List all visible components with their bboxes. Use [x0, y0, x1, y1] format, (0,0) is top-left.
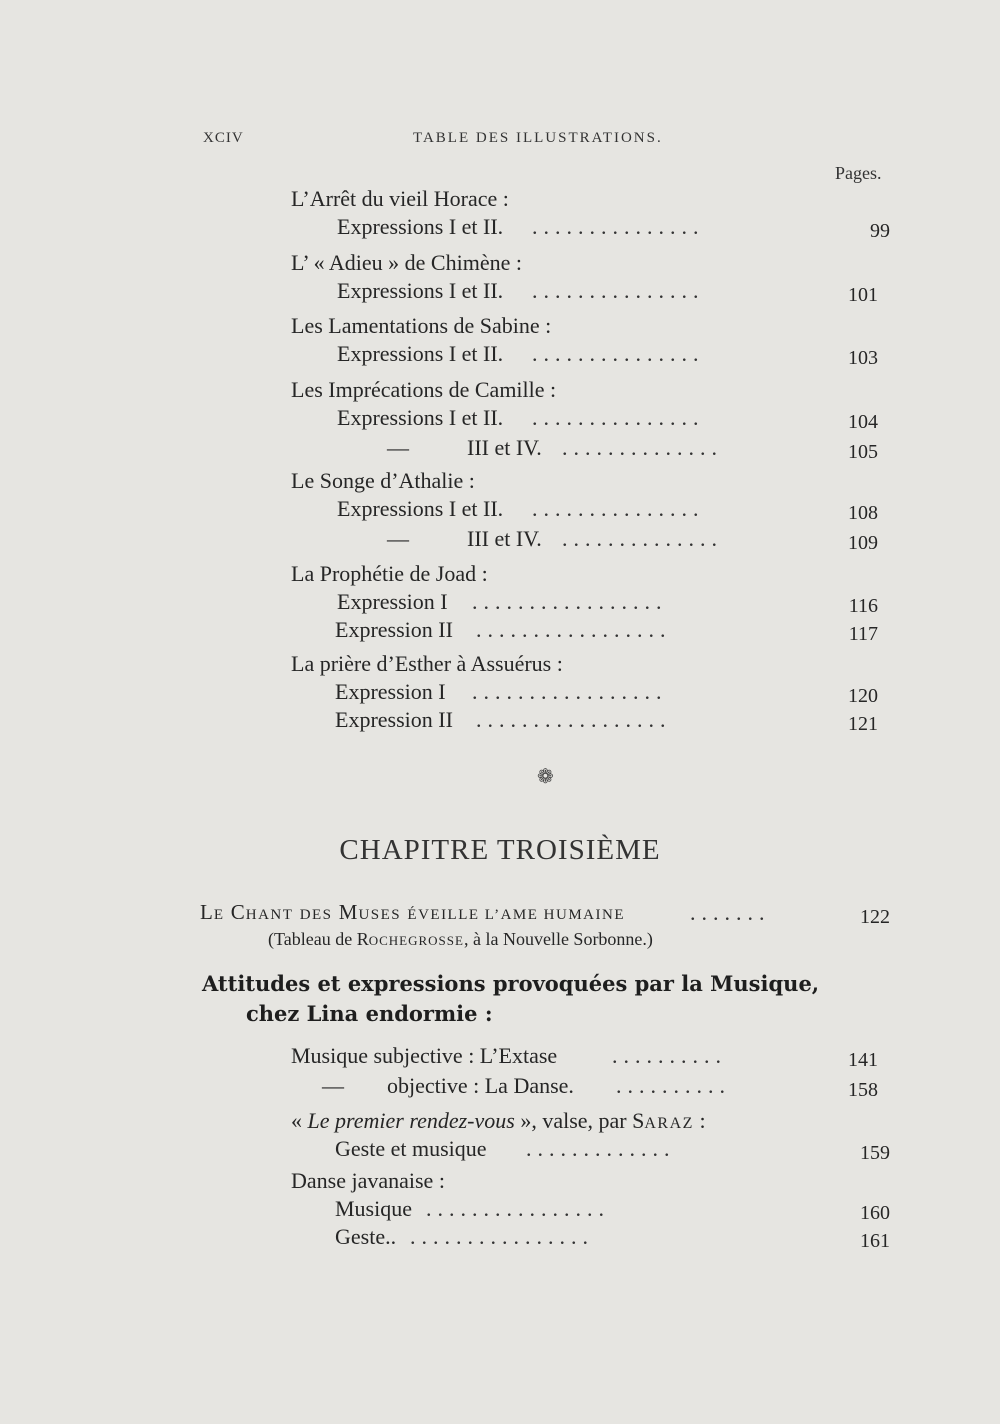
toc-entry: [0, 278, 1000, 310]
leader-dots: .................: [472, 679, 668, 704]
page-number: 116: [848, 595, 878, 617]
toc-entry: [0, 526, 1000, 558]
ditto-dash: —: [387, 526, 409, 551]
toc-entry: [0, 1073, 1000, 1105]
chapter-title: CHAPITRE TROISIÈME: [339, 834, 661, 866]
entry-label: Expressions I et II.: [337, 341, 504, 366]
toc-entry: [0, 617, 1000, 649]
leader-dots: ...............: [532, 214, 705, 239]
running-title: TABLE DES ILLUSTRATIONS.: [413, 130, 663, 146]
toc-heading-text: L’ « Adieu » de Chimène :: [291, 250, 522, 275]
entry-label: Musique: [335, 1196, 412, 1221]
leader-dots: ................: [410, 1224, 594, 1249]
page-number: 103: [848, 347, 878, 369]
toc-heading-text: Le Songe d’Athalie :: [291, 468, 475, 493]
page-number: 99: [870, 220, 890, 242]
entry-label: Expression I: [335, 679, 446, 704]
toc-entry: [0, 707, 1000, 739]
page-number: 159: [860, 1142, 890, 1164]
page-number: 141: [848, 1049, 878, 1071]
page-number: 161: [860, 1230, 890, 1252]
toc-entry: [0, 1224, 1000, 1256]
toc-heading-text: La prière d’Esther à Assuérus :: [291, 651, 563, 676]
leader-dots: .................: [476, 707, 672, 732]
toc-heading-text: « Le premier rendez-vous », valse, par SARAZ :: [291, 1108, 706, 1133]
entry-label: Geste..: [335, 1224, 397, 1249]
toc-heading-text: Les Imprécations de Camille :: [291, 377, 557, 402]
leader-dots: .................: [476, 617, 672, 642]
page-number: 101: [848, 284, 878, 306]
entry-label: Geste et musique: [335, 1136, 487, 1161]
ditto-dash: —: [387, 435, 409, 460]
page-number: 109: [848, 532, 878, 554]
entry-label: objective : La Danse.: [387, 1073, 574, 1098]
entry-label: Musique subjective : L’Extase: [291, 1043, 558, 1068]
toc-entry: [0, 496, 1000, 528]
entry-label: Expressions I et II.: [337, 405, 504, 430]
leader-dots: ..........: [612, 1043, 727, 1068]
page-number: 117: [848, 623, 878, 645]
page-number: 160: [860, 1202, 890, 1224]
leader-dots: ...............: [532, 341, 705, 366]
page-number: 108: [848, 502, 878, 524]
pages-column-label: Pages.: [835, 163, 882, 183]
folio-number: XCIV: [203, 130, 244, 146]
toc-entry: [0, 435, 1000, 467]
page-number: 104: [848, 411, 878, 433]
page-number: 122: [860, 906, 890, 928]
toc-heading-text: Danse javanaise :: [291, 1168, 445, 1193]
entry-label: Expression I: [337, 589, 448, 614]
flower-ornament-icon: ❁: [537, 766, 554, 788]
leader-dots: ...............: [532, 405, 705, 430]
entry-label: Expressions I et II.: [337, 278, 504, 303]
leader-dots: ...............: [532, 278, 705, 303]
section-heading: Attitudes et expressions provoquées par la Musique,: [202, 971, 820, 996]
toc-entry: [0, 214, 1000, 246]
page-number: 105: [848, 441, 878, 463]
leader-dots: ..........: [616, 1073, 731, 1098]
entry-label: Expression II: [335, 617, 453, 642]
toc-entry: [0, 1136, 1000, 1168]
toc-heading-text: L’Arrêt du vieil Horace :: [291, 186, 509, 211]
leader-dots: ...............: [532, 496, 705, 521]
entry-label: Expression II: [335, 707, 453, 732]
ditto-dash: —: [322, 1073, 344, 1098]
leader-dots: .............: [526, 1136, 676, 1161]
entry-label: III et IV.: [467, 435, 542, 460]
leader-dots: .......: [690, 900, 771, 925]
toc-heading-text: La Prophétie de Joad :: [291, 561, 488, 586]
entry-label: Expressions I et II.: [337, 496, 504, 521]
toc-entry: [0, 900, 1000, 932]
entry-label: LE CHANT DES MUSES ÉVEILLE L’AME HUMAINE: [200, 900, 625, 924]
toc-entry: [0, 341, 1000, 373]
leader-dots: ..............: [562, 526, 723, 551]
page-number: 121: [848, 713, 878, 735]
leader-dots: ..............: [562, 435, 723, 460]
entry-label: III et IV.: [467, 526, 542, 551]
entry-label: Expressions I et II.: [337, 214, 504, 239]
toc-entry: [0, 1043, 1000, 1075]
toc-heading-text: Les Lamentations de Sabine :: [291, 313, 552, 338]
leader-dots: .................: [472, 589, 668, 614]
leader-dots: ................: [426, 1196, 610, 1221]
section-heading: chez Lina endormie :: [246, 1001, 493, 1026]
page-number: 120: [848, 685, 878, 707]
toc-entry: [0, 405, 1000, 437]
page-number: 158: [848, 1079, 878, 1101]
entry-caption: (Tableau de ROCHEGROSSE, à la Nouvelle Sorbonne.): [268, 929, 653, 949]
